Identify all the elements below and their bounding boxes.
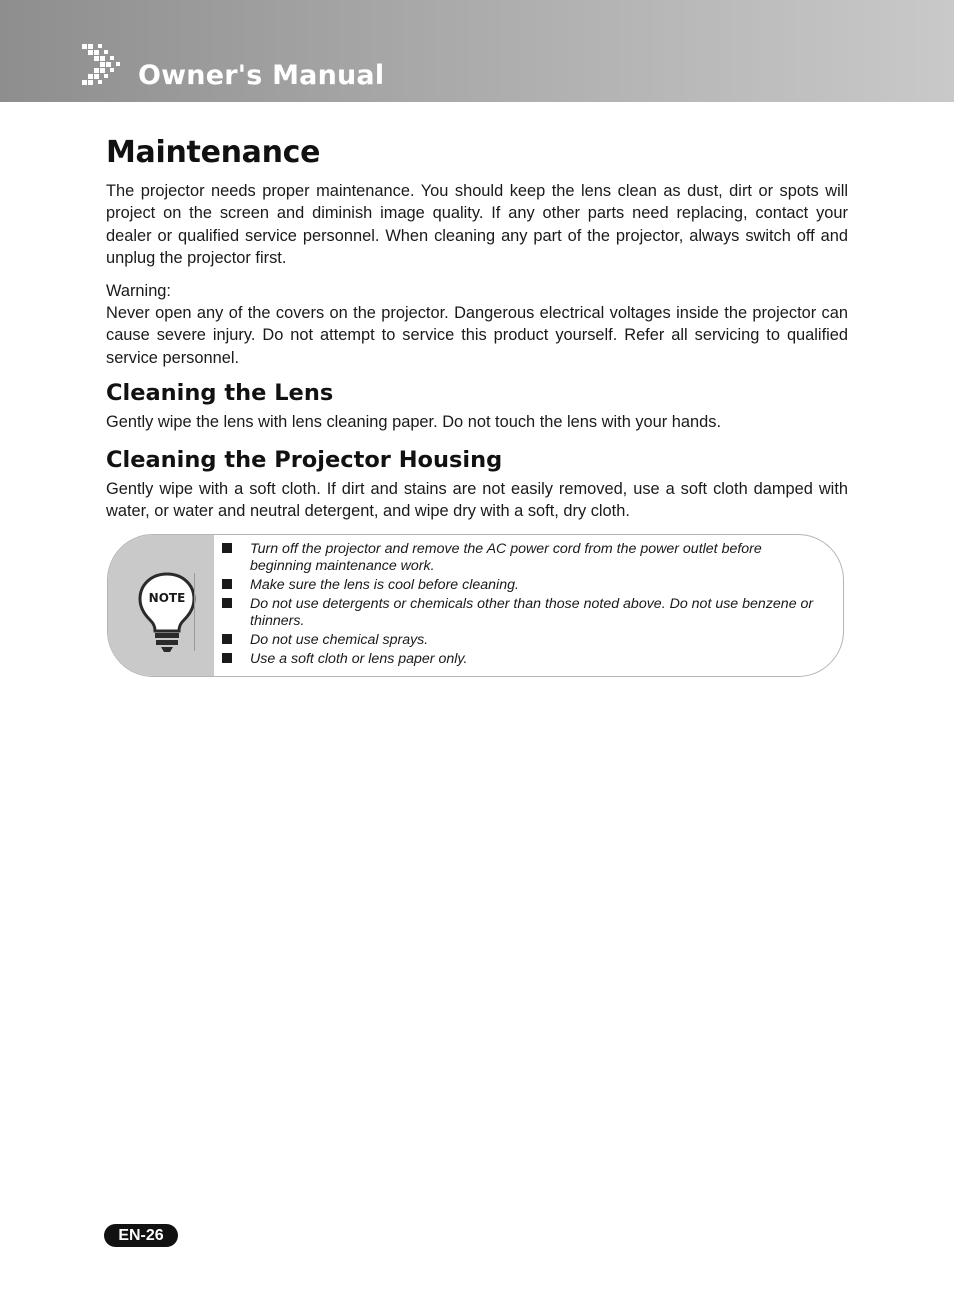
note-icon-label: NOTE xyxy=(148,591,186,605)
note-item: Turn off the projector and remove the AC power cord from the power outlet before beginning maintenance work. xyxy=(222,541,822,575)
warning-text: Never open any of the covers on the projector. Dangerous electrical voltages inside the projector can cause severe injury. Do not attempt to service this product yourself. Refer all servicing to qualified service personnel. xyxy=(106,304,848,367)
chevron-icon xyxy=(80,42,126,88)
note-box xyxy=(107,534,844,677)
note-list xyxy=(222,541,822,670)
page-title: Maintenance xyxy=(106,135,321,170)
main-content xyxy=(106,130,848,522)
square-bullet-icon xyxy=(222,598,232,608)
square-bullet-icon xyxy=(222,634,232,644)
section-heading-housing: Cleaning the Projector Housing xyxy=(106,446,503,473)
page-number-badge: EN-26 xyxy=(104,1224,178,1247)
note-icon-panel xyxy=(108,535,214,676)
section-heading-lens: Cleaning the Lens xyxy=(106,380,334,407)
warning-label: Warning: xyxy=(106,281,171,300)
note-item: Do not use chemical sprays. xyxy=(222,632,822,649)
square-bullet-icon xyxy=(222,543,232,553)
header-title: Owner's Manual xyxy=(138,60,385,91)
section-body-lens: Gently wipe the lens with lens cleaning paper. Do not touch the lens with your hands. xyxy=(106,413,722,432)
intro-paragraph: The projector needs proper maintenance. You should keep the lens clean as dust, dirt or spots will project on the screen and diminish image quality. If any other parts need replacing, contact your dealer or qualified service personnel. When cleaning any part of the projector, always switch off and unplug the projector first. xyxy=(106,182,848,268)
square-bullet-icon xyxy=(222,579,232,589)
note-divider xyxy=(194,573,195,651)
note-item: Do not use detergents or chemicals other than those noted above. Do not use benzene or thinners. xyxy=(222,596,822,630)
note-item: Use a soft cloth or lens paper only. xyxy=(222,651,822,668)
lightbulb-note-icon xyxy=(137,571,197,653)
section-body-housing: Gently wipe with a soft cloth. If dirt and stains are not easily removed, use a soft cloth damped with water, or water and neutral detergent, and wipe dry with a soft, dry cloth. xyxy=(106,479,848,521)
note-item: Make sure the lens is cool before cleaning. xyxy=(222,577,822,594)
square-bullet-icon xyxy=(222,653,232,663)
header-bar xyxy=(0,0,954,102)
